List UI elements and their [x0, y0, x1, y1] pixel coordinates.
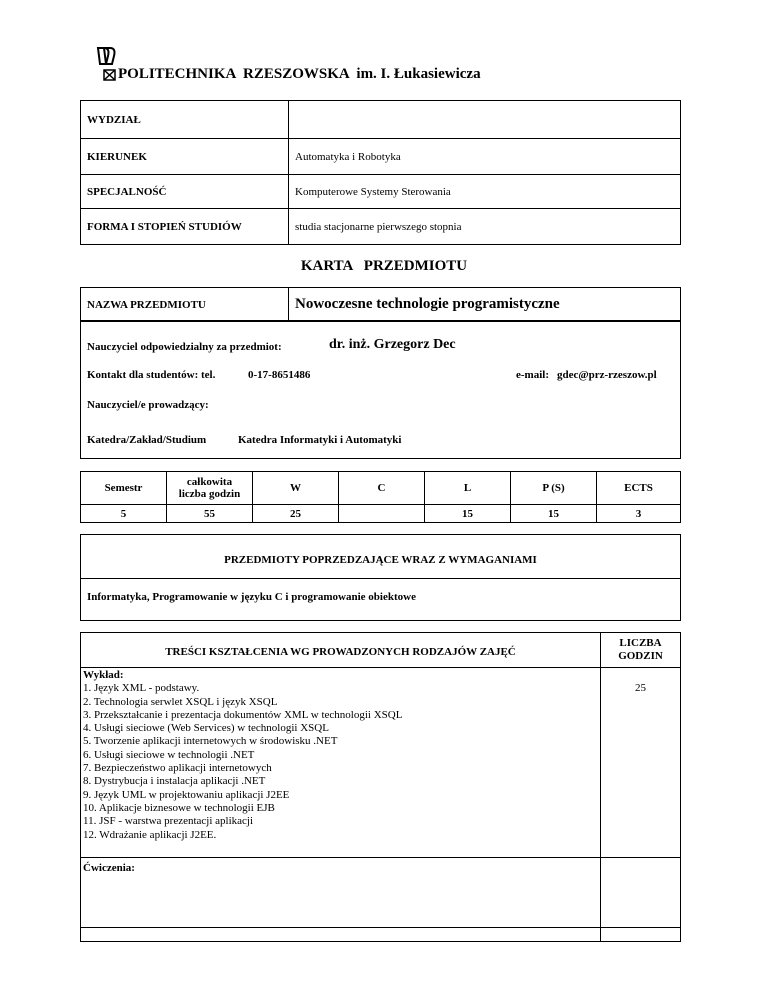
hours-value-c — [339, 505, 425, 523]
lecture-item: 8. Dystrybucja i instalacja aplikacji .NET — [83, 775, 266, 788]
hours-value-w: 25 — [253, 505, 339, 523]
content-heading: TREŚCI KSZTAŁCENIA WG PROWADZONYCH RODZAJÓW ZAJĘĆ — [81, 633, 601, 668]
hours-value-row — [81, 505, 681, 523]
lecture-item: 12. Wdrażanie aplikacji J2EE. — [83, 828, 217, 841]
subject-label: NAZWA PRZEDMIOTU — [81, 288, 289, 322]
lecture-item: 10. Aplikacje biznesowe w technologii EJB — [83, 801, 275, 814]
teacher-name: dr. inż. Grzegorz Dec — [329, 337, 456, 352]
info-row-specialty — [81, 175, 681, 209]
faculty-label: WYDZIAŁ — [81, 101, 289, 139]
page-title: KARTA PRZEDMIOTU — [300, 258, 468, 274]
subject-value: Nowoczesne technologie programistyczne — [289, 288, 681, 322]
field-value: Automatyka i Robotyka — [289, 139, 681, 175]
empty-cell — [81, 928, 601, 942]
hours-header-total: całkowita liczba godzin — [167, 472, 253, 505]
hours-value-ects: 3 — [597, 505, 681, 523]
hours-header-c: C — [339, 472, 425, 505]
hours-header-p: P (S) — [511, 472, 597, 505]
lecture-cell — [81, 668, 601, 858]
exercises-label: Ćwiczenia: — [81, 858, 601, 928]
hours-heading: LICZBA GODZIN — [601, 633, 681, 668]
prereq-content: Informatyka, Programowanie w języku C i programowanie obiektowe — [81, 579, 681, 621]
email-label: e-mail: — [516, 369, 549, 381]
hours-table — [80, 471, 681, 523]
info-row-faculty — [81, 101, 681, 139]
hours-header-w: W — [253, 472, 339, 505]
instructors-label: Nauczyciel/e prowadzący: — [87, 399, 209, 411]
faculty-value — [289, 101, 681, 139]
lecture-row — [81, 668, 681, 858]
exercises-hours — [601, 858, 681, 928]
hours-value-semester: 5 — [81, 505, 167, 523]
lecture-item: 3. Przekształcanie i prezentacja dokumentów XML w technologii XSQL — [83, 708, 403, 721]
content-table — [80, 632, 681, 942]
department-value: Katedra Informatyki i Automatyki — [238, 434, 402, 446]
specialty-label: SPECJALNOŚĆ — [81, 175, 289, 209]
subject-row — [81, 288, 681, 322]
lecture-item: 7. Bezpieczeństwo aplikacji internetowych — [83, 762, 272, 775]
hours-value-l: 15 — [425, 505, 511, 523]
lecture-hours: 25 — [601, 668, 681, 858]
hours-header-ects: ECTS — [597, 472, 681, 505]
subject-table — [80, 287, 681, 322]
empty-cell — [601, 928, 681, 942]
prereq-heading: PRZEDMIOTY POPRZEDZAJĄCE WRAZ Z WYMAGANIAMI — [81, 535, 681, 579]
lecture-item: 2. Technologia serwlet XSQL i język XSQL — [83, 695, 278, 708]
study-form-value: studia stacjonarne pierwszego stopnia — [289, 209, 681, 245]
field-label: KIERUNEK — [81, 139, 289, 175]
lecture-item: 5. Tworzenie aplikacji internetowych w środowisku .NET — [83, 735, 338, 748]
prereq-table — [80, 534, 681, 621]
exercises-row — [81, 858, 681, 928]
teacher-box — [80, 320, 681, 459]
lecture-item: 1. Język XML - podstawy. — [83, 682, 200, 695]
lecture-item: 6. Usługi sieciowe w technologii .NET — [83, 748, 255, 761]
contact-phone: 0-17-8651486 — [248, 369, 311, 381]
hours-value-total: 55 — [167, 505, 253, 523]
hours-header-semester: Semestr — [81, 472, 167, 505]
contact-label: Kontakt dla studentów: tel. — [87, 369, 216, 381]
content-empty-row — [81, 928, 681, 942]
email-value: gdec@prz-rzeszow.pl — [557, 369, 657, 381]
lecture-item: 11. JSF - warstwa prezentacji aplikacji — [83, 815, 254, 828]
hours-value-p: 15 — [511, 505, 597, 523]
study-form-label: FORMA I STOPIEŃ STUDIÓW — [81, 209, 289, 245]
lecture-label: Wykład: — [83, 669, 124, 681]
info-table — [80, 100, 681, 245]
teacher-label: Nauczyciel odpowiedzialny za przedmiot: — [87, 341, 282, 353]
prereq-heading-row — [81, 535, 681, 579]
department-label: Katedra/Zakład/Studium — [87, 434, 207, 446]
info-row-field — [81, 139, 681, 175]
content-heading-row — [81, 633, 681, 668]
university-name: POLITECHNIKA RZESZOWSKA im. I. Łukasiewicza — [118, 66, 481, 82]
hours-header-row — [81, 472, 681, 505]
lecture-item: 9. Język UML w projektowaniu aplikacji J2EE — [83, 788, 290, 801]
info-row-form — [81, 209, 681, 245]
lecture-item: 4. Usługi sieciowe (Web Services) w technologii XSQL — [83, 722, 329, 735]
hours-header-l: L — [425, 472, 511, 505]
prereq-content-row — [81, 579, 681, 621]
university-logo-icon — [94, 46, 116, 86]
specialty-value: Komputerowe Systemy Sterowania — [289, 175, 681, 209]
